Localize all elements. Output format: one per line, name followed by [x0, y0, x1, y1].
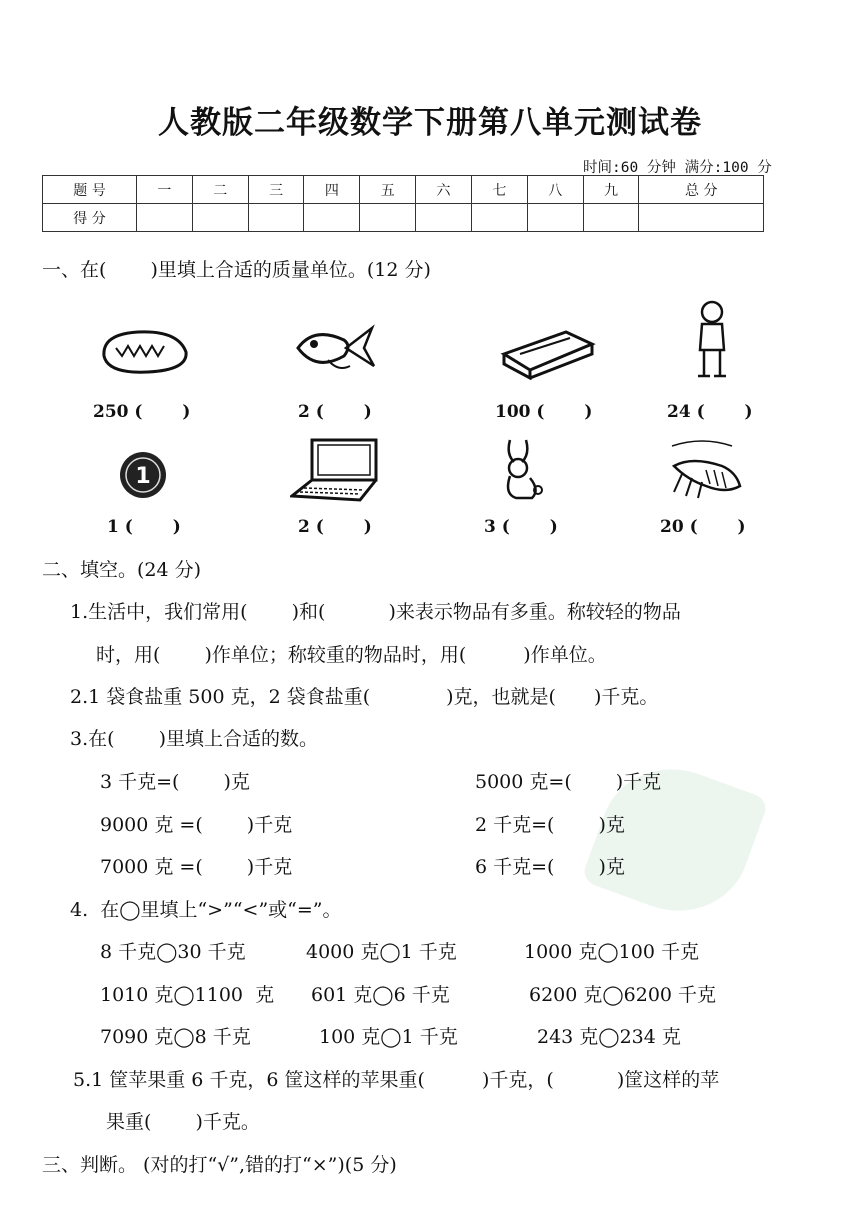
coin-icon — [118, 450, 168, 500]
section1-heading: 一、在( )里填上合适的质量单位。(12 分) — [42, 259, 431, 281]
question-4: 4. 在◯里填上“>”“<”或“=”。 — [70, 899, 342, 921]
section3-heading: 三、判断。 (对的打“√”,错的打“×”)(5 分) — [42, 1154, 397, 1176]
table-row — [43, 204, 764, 232]
score-cell[interactable] — [471, 204, 527, 232]
conversion-item: 7000 克 =( )千克 — [100, 856, 293, 878]
score-cell[interactable] — [639, 204, 764, 232]
compare-item: 601 克◯6 千克 — [311, 984, 450, 1006]
score-cell[interactable] — [416, 204, 472, 232]
shrimp-icon — [662, 436, 744, 500]
compare-item: 6200 克◯6200 千克 — [529, 984, 717, 1006]
table-cell: 一 — [137, 176, 193, 204]
table-cell: 二 — [192, 176, 248, 204]
table-cell: 总 分 — [639, 176, 764, 204]
score-cell[interactable] — [248, 204, 304, 232]
svg-text:1: 1 — [135, 464, 151, 489]
page-title: 人教版二年级数学下册第八单元测试卷 — [158, 105, 702, 141]
compare-item: 7090 克◯8 千克 — [100, 1026, 251, 1048]
laptop-icon — [290, 436, 382, 504]
compare-item: 1010 克◯1100 克 — [100, 984, 275, 1006]
conversion-item: 9000 克 =( )千克 — [100, 814, 293, 836]
caption: 20 ( ) — [660, 517, 746, 537]
caption: 3 ( ) — [484, 517, 558, 537]
caption: 2 ( ) — [298, 517, 372, 537]
exam-meta: 时间:60 分钟 满分:100 分 — [583, 160, 772, 176]
table-cell: 三 — [248, 176, 304, 204]
score-table — [42, 175, 764, 232]
score-cell[interactable] — [360, 204, 416, 232]
table-cell: 四 — [304, 176, 360, 204]
caption: 2 ( ) — [298, 402, 372, 422]
compare-item: 4000 克◯1 千克 — [306, 941, 457, 963]
boy-icon — [692, 298, 732, 380]
rabbit-icon — [496, 436, 546, 502]
table-cell: 九 — [583, 176, 639, 204]
question-5-line-2: 果重( )千克。 — [106, 1111, 260, 1133]
conversion-item: 2 千克=( )克 — [475, 814, 625, 836]
table-cell: 八 — [527, 176, 583, 204]
pencil-box-icon — [500, 324, 596, 380]
fish-icon — [294, 320, 376, 376]
score-cell[interactable] — [527, 204, 583, 232]
question-1-line-2: 时，用( )作单位；称较重的物品时，用( )作单位。 — [96, 644, 607, 666]
caption: 1 ( ) — [107, 517, 181, 537]
table-cell: 七 — [471, 176, 527, 204]
compare-item: 8 千克◯30 千克 — [100, 941, 246, 963]
table-cell: 题 号 — [43, 176, 137, 204]
section2-heading: 二、填空。(24 分) — [42, 559, 202, 581]
conversion-item: 6 千克=( )克 — [475, 856, 625, 878]
bread-icon — [98, 326, 190, 376]
score-cell[interactable] — [192, 204, 248, 232]
caption: 24 ( ) — [667, 402, 753, 422]
table-cell: 得 分 — [43, 204, 137, 232]
table-cell: 五 — [360, 176, 416, 204]
question-2: 2.1 袋食盐重 500 克，2 袋食盐重( )克，也就是( )千克。 — [70, 686, 659, 708]
compare-item: 243 克◯234 克 — [537, 1026, 681, 1048]
question-1-line-1: 1.生活中，我们常用( )和( )来表示物品有多重。称较轻的物品 — [70, 601, 681, 623]
conversion-item: 3 千克=( )克 — [100, 771, 250, 793]
caption: 250 ( ) — [93, 402, 191, 422]
score-cell[interactable] — [137, 204, 193, 232]
conversion-item: 5000 克=( )千克 — [475, 771, 662, 793]
table-cell: 六 — [416, 176, 472, 204]
question-3: 3.在( )里填上合适的数。 — [70, 728, 318, 750]
compare-item: 1000 克◯100 千克 — [524, 941, 699, 963]
table-row — [43, 176, 764, 204]
caption: 100 ( ) — [495, 402, 593, 422]
question-5-line-1: 5.1 筐苹果重 6 千克，6 筐这样的苹果重( )千克，( )筐这样的苹 — [73, 1069, 720, 1091]
compare-item: 100 克◯1 千克 — [319, 1026, 458, 1048]
score-cell[interactable] — [583, 204, 639, 232]
score-cell[interactable] — [304, 204, 360, 232]
